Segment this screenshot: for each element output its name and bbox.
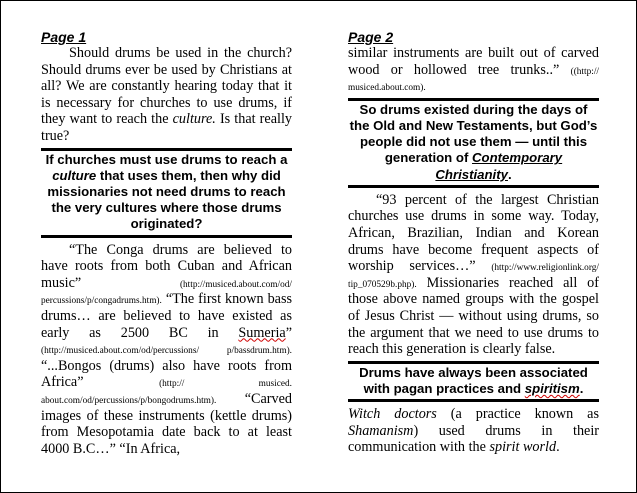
- callout-text: If churches must use drums to reach a: [45, 151, 288, 167]
- witch-text-end: .: [556, 439, 560, 456]
- continuation-text: similar instruments are built out of carved wood or hollowed tree trunks..”: [348, 45, 599, 78]
- conga-quote: “The Conga drums are believed to have roots from both Cuban and African music”: [41, 241, 292, 291]
- bass-quote-end: ”: [285, 324, 292, 341]
- intro-text: Should drums be used in the church? Should drums ever be used by Christians at all? We are constantly hearing today that it is necessary for churches to use drums, if they want to reach the: [41, 45, 292, 128]
- kettle-quote: “Carved images of these instruments (kettle drums) from Mesopotamia date back to at least 4000 B.C…” “In Africa,: [41, 390, 292, 457]
- page2-column: [348, 29, 599, 456]
- page2-callout-pagan: [348, 361, 599, 402]
- shamanism-term: Shamanism: [348, 422, 414, 439]
- citation-bongo: (http:// musiced. about.com/od/percussions/p/bongodrums.htm).: [41, 379, 292, 406]
- bongo-quote: “...Bongos (drums) also have roots from Africa”: [41, 357, 292, 391]
- page1-column: [41, 29, 292, 457]
- page2-heading: Page 2: [348, 29, 394, 45]
- intro-text-end: Is that really true?: [41, 111, 292, 144]
- intro-emphasis: culture.: [172, 111, 216, 128]
- witch-text-2: ) used drums in their communication with the: [348, 422, 599, 456]
- page2-witch-doctors-paragraph: [348, 406, 599, 456]
- spirit-world-term: spirit world: [489, 439, 557, 456]
- page1-callout: [41, 148, 292, 238]
- page2-statistics-paragraph: [348, 192, 599, 358]
- callout-testaments-emphasis: Contemporary Christianity: [435, 150, 563, 182]
- page1-body-paragraph: [41, 242, 292, 458]
- callout-pagan-emphasis: spiritism: [524, 380, 580, 396]
- page2-callout-testaments: [348, 98, 599, 188]
- citation-conga: (http://musiced.about.com/od/ percussions/p/congadrums.htm).: [41, 279, 292, 307]
- page1-intro-paragraph: [41, 45, 292, 145]
- page1-heading: Page 1: [41, 29, 87, 45]
- missionaries-text: Missionaries reached all of those above named groups with the gospel of Jesus Christ — without using drums, so the argument that we need to use drums to reach this generation is clearly false.: [348, 274, 599, 358]
- callout-pagan-end: .: [579, 380, 584, 396]
- witch-text-1: (a practice known as: [436, 406, 599, 423]
- callout-pagan-text: Drums have always been associated with pagan practices and: [359, 364, 588, 396]
- witch-doctors-term: Witch doctors: [348, 406, 437, 423]
- callout-testaments-end: .: [507, 166, 512, 182]
- statistics-quote: “93 percent of the largest Christian churches use drums in some way. Today, African, Brazilian, Indian and Korean drums have become frequent aspects of worship services…”: [348, 191, 599, 275]
- citation-musiced: ((http:// musiced.about.com).: [348, 66, 599, 94]
- callout-emphasis: culture: [52, 167, 97, 183]
- bass-quote: “The first known bass drums… are believed to have existed as early as 2500 BC in: [41, 291, 293, 341]
- citation-bass: (http://musiced.about.com/od/percussions/ p/bassdrum.htm).: [41, 346, 292, 357]
- citation-religionlink: (http://www.religionlink.org/ tip_070529b.php).: [348, 263, 599, 290]
- sumeria-word: Sumeria: [238, 324, 286, 341]
- callout-testaments-text: So drums existed during the days of the Old and New Testaments, but God’s people did not use them — until this generation of: [349, 101, 598, 166]
- callout-text-end: that uses them, then why did missionaries not need drums to reach the very cultures where those drums originated?: [47, 167, 286, 232]
- page2-continuation-paragraph: [348, 45, 599, 95]
